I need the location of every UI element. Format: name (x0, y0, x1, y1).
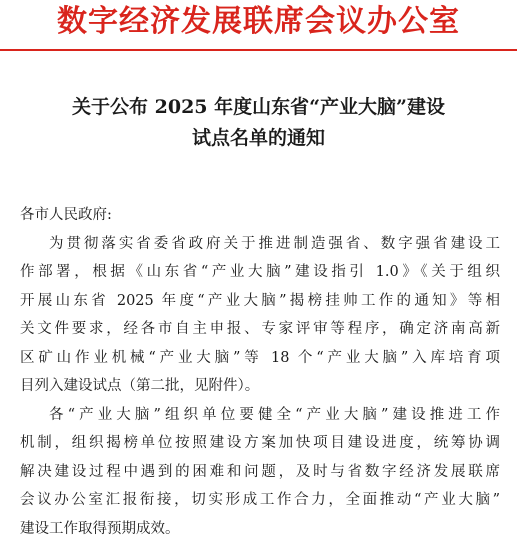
paragraph-line: 建设工作取得预期成效。 (20, 520, 180, 537)
masthead-title: 数字经济发展联席会议办公室 (57, 4, 460, 39)
paragraph-line: 机制，组织揭榜单位按照建设方案加快项目建设进度，统筹协调 (20, 435, 500, 451)
paragraph-line: 各“产业大脑”组织单位要健全“产业大脑”建设推进工作 (49, 406, 500, 423)
paragraph-line: 作部署，根据《山东省“产业大脑”建设指引 1.0》《关于组织 (20, 264, 500, 280)
document-body (20, 201, 500, 543)
salutation: 各市人民政府: (20, 207, 112, 223)
paragraph-line: 关文件要求，经各市自主申报、专家评审等程序，确定济南高新 (20, 321, 500, 337)
paragraph (20, 230, 500, 401)
title-line: 关于公布 2025 年度山东省“产业大脑”建设 (72, 96, 445, 118)
paragraph-line: 解决建设过程中遇到的困难和问题，及时与省数字经济发展联席 (20, 463, 500, 480)
title-line: 试点名单的通知 (191, 127, 325, 149)
paragraph-line: 目列入建设试点（第二批，见附件）。 (20, 378, 260, 394)
paragraph-line: 会议办公室汇报衔接，切实形成工作合力，全面推动“产业大脑” (20, 492, 500, 508)
masthead-divider (0, 49, 517, 51)
paragraph-line: 为贯彻落实省委省政府关于推进制造强省、数字强省建设工 (49, 235, 500, 252)
paragraph-line: 开展山东省 2025 年度“产业大脑”揭榜挂帅工作的通知》等相 (20, 292, 500, 309)
paragraph-line: 区矿山作业机械“产业大脑”等 18 个“产业大脑”入库培育项 (20, 349, 500, 366)
document-title (0, 92, 517, 154)
paragraph (20, 401, 500, 544)
